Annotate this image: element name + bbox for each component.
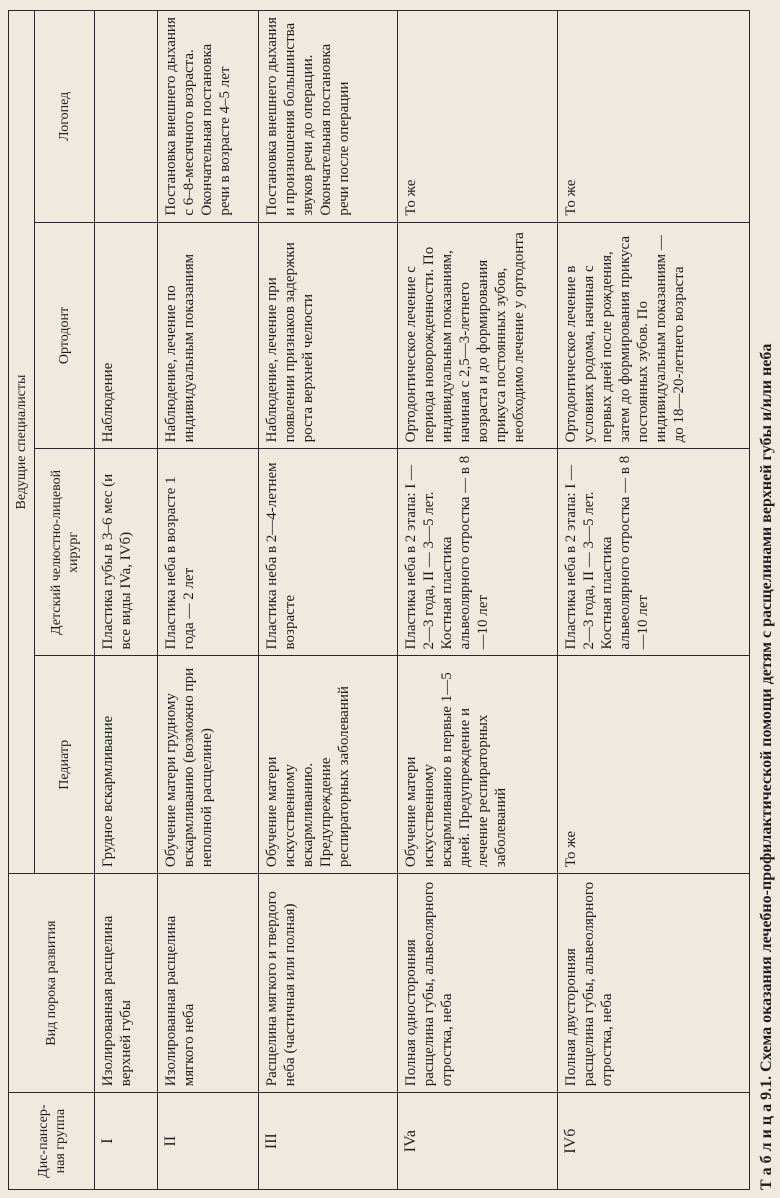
- cell-orthodontist: Ортодонтическое лечение в условиях родома, начиная с первых дней после рождения, затем до формирования прикуса постоянных зубов. По индивидуальным показаниям — до 18—20-летнего возраста: [557, 222, 749, 449]
- care-scheme-table: [8, 10, 750, 1190]
- cell-speech-therapist: То же: [557, 11, 749, 223]
- table-row: [258, 11, 397, 1190]
- cell-speech-therapist: Постановка внешнего дыхания и произношения большинства звуков речи до операции. Окончательная постановка речи после операции: [258, 11, 397, 223]
- header-group: Дис-пансер-ная группа: [9, 1093, 95, 1190]
- header-speech-therapist: Логопед: [35, 11, 95, 223]
- cell-pediatrician: То же: [557, 656, 749, 874]
- cell-speech-therapist: [95, 11, 158, 223]
- cell-group: I: [95, 1093, 158, 1190]
- cell-group: IVa: [398, 1093, 558, 1190]
- cell-defect: Расщелина мягкого и твердого неба (частичная или полная): [258, 874, 397, 1093]
- cell-defect: Изолированная расщелина верхней губы: [95, 874, 158, 1093]
- header-pediatrician: Педиатр: [35, 656, 95, 874]
- header-defect: Вид порока развития: [9, 874, 95, 1093]
- cell-group: III: [258, 1093, 397, 1190]
- cell-orthodontist: Наблюдение, лечение при появлении признаков задержки роста верхней челюсти: [258, 222, 397, 449]
- cell-surgeon: Пластика неба в 2—4-летнем возрасте: [258, 449, 397, 656]
- cell-group: II: [157, 1093, 258, 1190]
- cell-surgeon: Пластика неба в возрасте 1 года — 2 лет: [157, 449, 258, 656]
- cell-orthodontist: Наблюдение: [95, 222, 158, 449]
- cell-surgeon: Пластика неба в 2 этапа: I — 2—3 года, II — 3—5 лет. Костная пластика альвеолярного отростка — в 8—10 лет: [398, 449, 558, 656]
- table-row: [157, 11, 258, 1190]
- cell-surgeon: Пластика губы в 3–6 мес (и все виды IVa, IVб): [95, 449, 158, 656]
- header-specialists: Ведущие специалисты: [9, 11, 35, 874]
- cell-orthodontist: Наблюдение, лечение по индивидуальным показаниям: [157, 222, 258, 449]
- table-row: [398, 11, 558, 1190]
- cell-speech-therapist: Постановка внешнего дыхания с 6–8-месячного возраста. Окончательная постановка речи в возрасте 4–5 лет: [157, 11, 258, 223]
- cell-group: IVб: [557, 1093, 749, 1190]
- cell-pediatrician: Грудное вскармливание: [95, 656, 158, 874]
- cell-pediatrician: Обучение матери искусственному вскармливанию в первые 1—5 дней. Предупреждение и лечение респираторных заболеваний: [398, 656, 558, 874]
- cell-defect: Полная двусторонняя расщелина губы, альвеолярного отростка, неба: [557, 874, 749, 1093]
- cell-pediatrician: Обучение матери грудному вскармливанию (возможно при неполной расщелине): [157, 656, 258, 874]
- table-row: [95, 11, 158, 1190]
- table-caption: Т а б л и ц а 9.1. Схема оказания лечебно-профилактической помощи детям с расщелинами верхней губы и/или неба: [758, 343, 775, 1190]
- cell-defect: Полная односторонняя расщелина губы, альвеолярного отростка, неба: [398, 874, 558, 1093]
- header-orthodontist: Ортодонт: [35, 222, 95, 449]
- cell-pediatrician: Обучение матери искусственному вскармливанию. Предупреждение респираторных заболеваний: [258, 656, 397, 874]
- cell-defect: Изолированная расщелина мягкого неба: [157, 874, 258, 1093]
- cell-speech-therapist: То же: [398, 11, 558, 223]
- table-row: [557, 11, 749, 1190]
- cell-surgeon: Пластика неба в 2 этапа: I — 2—3 года, II — 3—5 лет. Костная пластика альвеолярного отростка — в 8—10 лет: [557, 449, 749, 656]
- header-surgeon: Детский челюстно-лицевой хирург: [35, 449, 95, 656]
- cell-orthodontist: Ортодонтическое лечение с периода новорожденности. По индивидуальным показаниям, начиная с 2,5—3-летнего возраста и до формирования прикуса постоянных зубов, необходимо лечение у ортодонта: [398, 222, 558, 449]
